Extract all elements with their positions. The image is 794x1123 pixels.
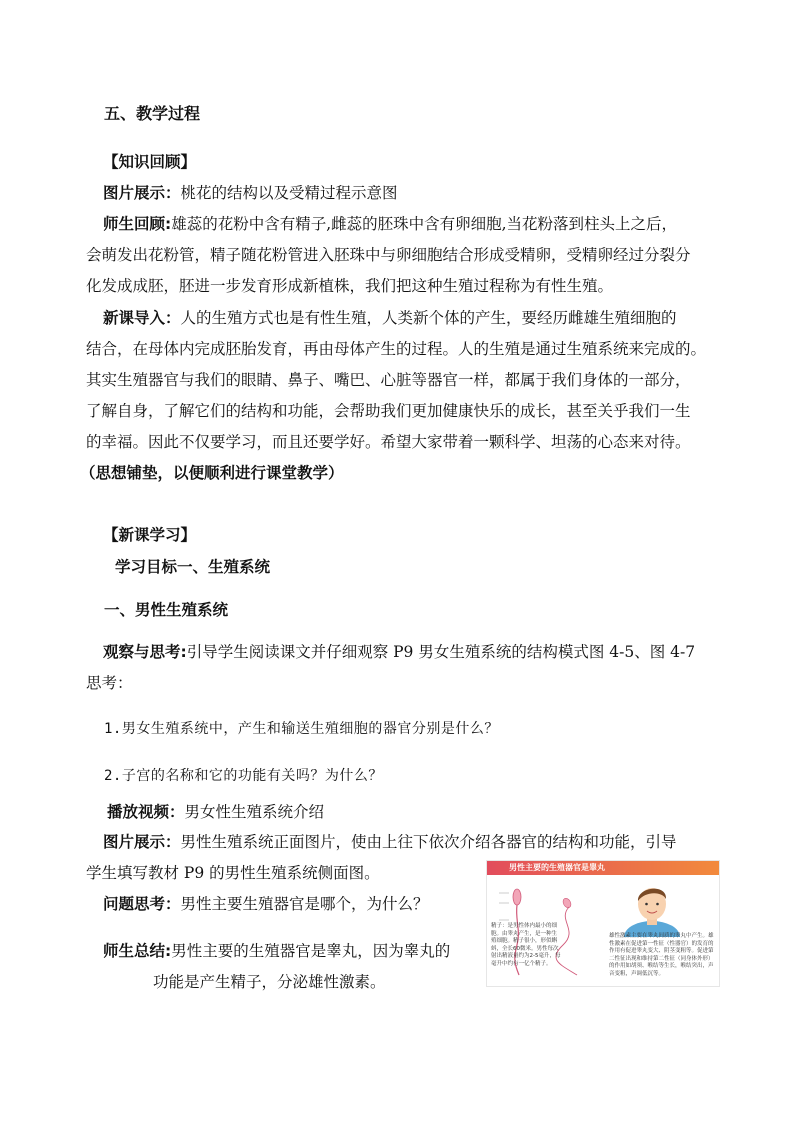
recall-label: 师生回顾:	[103, 215, 172, 233]
section-title: 五、教学过程	[104, 104, 201, 123]
picture-line-1	[103, 830, 677, 852]
recall-text-1: 雄蕊的花粉中含有精子,雌蕊的胚珠中含有卵细胞,当花粉落到柱头上之后，	[171, 215, 678, 233]
question-think-line	[103, 892, 429, 914]
intro-line-1	[103, 306, 677, 328]
question-think-label: 问题思考：	[103, 895, 181, 913]
male-system-heading: 一、男性生殖系统	[104, 601, 229, 619]
learning-goal: 学习目标一、生殖系统	[115, 558, 271, 576]
recall-line-2: 会萌发出花粉管，精子随花粉管进入胚珠中与卵细胞结合形成受精卵，受精卵经过分裂分	[86, 246, 691, 264]
summary-text-1: 男性主要的生殖器官是睾丸，因为睾丸的	[171, 942, 451, 960]
pic-display-line	[103, 181, 398, 203]
picture-line-2: 学生填写教材 P9 的男性生殖系统侧面图。	[86, 864, 380, 882]
observe-line-2: 思考：	[86, 674, 133, 692]
intro-note: （思想铺垫，以便顺利进行课堂教学）	[80, 464, 344, 482]
male-reproductive-figure	[486, 860, 720, 987]
observe-label: 观察与思考:	[103, 643, 187, 661]
question-2: 2.子宫的名称和它的功能有关吗？为什么？	[104, 768, 383, 784]
question-think-text: 男性主要生殖器官是哪个，为什么？	[180, 895, 429, 913]
video-label: 播放视频：	[107, 803, 185, 821]
hormone-description: 雄性激素主要在睾丸间质的睾丸中产生。雄性激素在促进第一性征（性器官）的发育的作用有促进睾丸变大、阴茎变粗等。促进第二性征出现和维持第二性征（同身体外形）的作用如胡须、喉结等生长，喉结突出，声音变粗，声调低沉等。	[609, 933, 714, 977]
boy-avatar-icon	[617, 877, 687, 937]
pic-display-text: 桃花的结构以及受精过程示意图	[180, 184, 398, 202]
picture-text-1: 男性生殖系统正面图片，使由上往下依次介绍各器官的结构和功能，引导	[180, 833, 677, 851]
review-heading: 【知识回顾】	[103, 153, 197, 171]
intro-line-2: 结合，在母体内完成胚胎发育，再由母体产生的过程。人的生殖是通过生殖系统来完成的。	[86, 340, 707, 358]
figure-title: 男性主要的生殖器官是睾丸	[509, 863, 605, 872]
recall-line-1	[103, 212, 677, 234]
observe-text-1: 引导学生阅读课文并仔细观察 P9 男女生殖系统的结构模式图 4-5、图 4-7	[186, 643, 696, 661]
video-line	[107, 800, 324, 822]
recall-line-3: 化发成成胚，胚进一步发育形成新植株，我们把这种生殖过程称为有性生殖。	[86, 277, 614, 295]
summary-line-1	[103, 939, 450, 961]
sperm-description: 精子：是男性体内最小的细胞。由睾丸产生，是一种生殖细胞。精子很小，形似蝌蚪，全长60微米。男性每次射出精液量约为2-5毫升，每毫升中约有一亿个精子。	[491, 923, 561, 967]
pic-display-label: 图片展示：	[103, 184, 181, 202]
intro-label: 新课导入：	[103, 309, 181, 327]
summary-label: 师生总结:	[103, 942, 172, 960]
new-lesson-heading: 【新课学习】	[103, 526, 197, 544]
question-1: 1.男女生殖系统中，产生和输送生殖细胞的器官分别是什么？	[104, 721, 499, 737]
intro-line-3: 其实生殖器官与我们的眼睛、鼻子、嘴巴、心脏等器官一样，都属于我们身体的一部分，	[86, 371, 691, 389]
summary-line-2: 功能是产生精子，分泌雄性激素。	[153, 973, 386, 991]
intro-line-5: 的幸福。因此不仅要学习，而且还要学好。希望大家带着一颗科学、坦荡的心态来对待。	[86, 433, 691, 451]
video-text: 男女性生殖系统介绍	[184, 803, 325, 821]
observe-line-1	[103, 640, 695, 662]
picture-label: 图片展示：	[103, 833, 181, 851]
intro-line-4: 了解自身，了解它们的结构和功能，会帮助我们更加健康快乐的成长，甚至关乎我们一生	[86, 402, 691, 420]
intro-text-1: 人的生殖方式也是有性生殖，人类新个体的产生，要经历雌雄生殖细胞的	[180, 309, 677, 327]
